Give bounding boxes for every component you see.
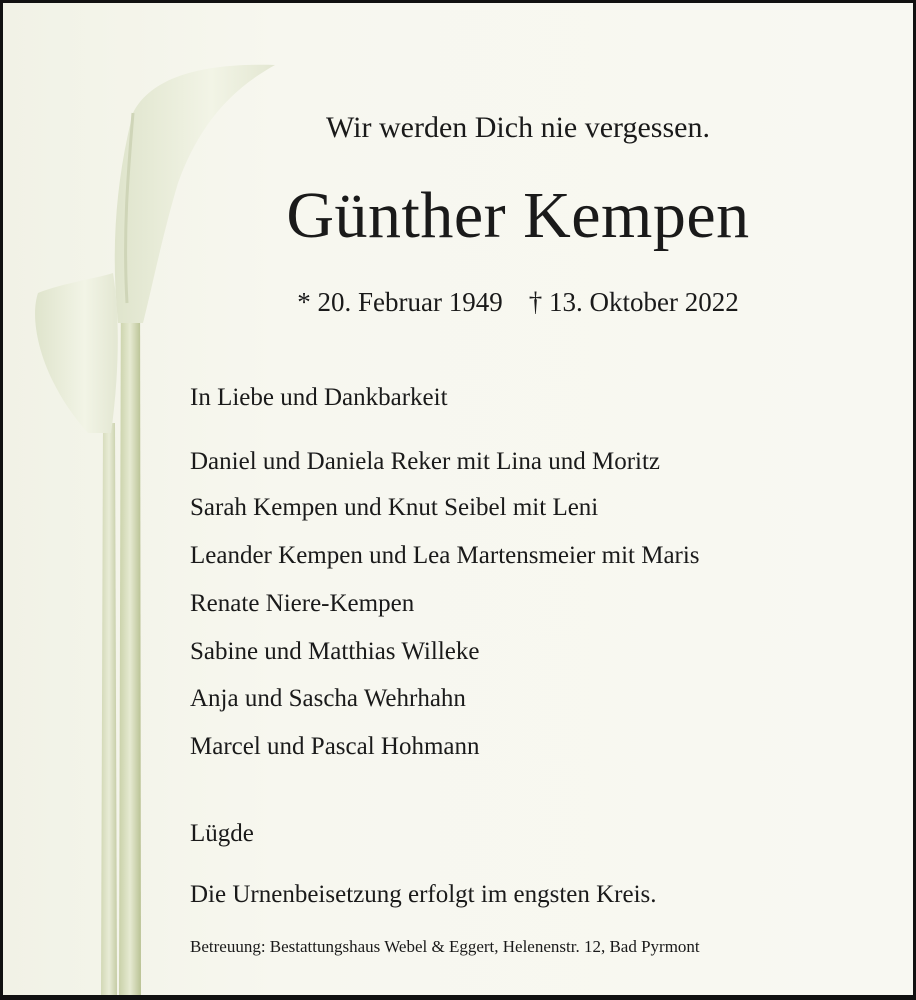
death-date: † 13. Oktober 2022 bbox=[528, 287, 739, 317]
mourner-line: Renate Niere-Kempen bbox=[190, 590, 415, 617]
mourner-line: Leander Kempen und Lea Martensmeier mit Maris bbox=[190, 542, 700, 569]
obituary-card bbox=[3, 3, 913, 995]
mourner-line: Sabine und Matthias Willeke bbox=[190, 638, 480, 665]
burial-note: Die Urnenbeisetzung erfolgt im engsten Kreis. bbox=[190, 881, 657, 908]
mourner-line: Sarah Kempen und Knut Seibel mit Leni bbox=[190, 494, 599, 521]
funeral-home-footer: Betreuung: Bestattungshaus Webel & Eggert, Helenenstr. 12, Bad Pyrmont bbox=[190, 937, 700, 956]
mourner-line: Daniel und Daniela Reker mit Lina und Moritz bbox=[190, 448, 661, 475]
mourner-line: Anja und Sascha Wehrhahn bbox=[190, 685, 466, 712]
place: Lügde bbox=[190, 820, 254, 847]
life-dates bbox=[3, 289, 913, 316]
deceased-name: Günther Kempen bbox=[286, 179, 750, 252]
intro-text: In Liebe und Dankbarkeit bbox=[190, 384, 448, 411]
mourner-line: Marcel und Pascal Hohmann bbox=[190, 733, 480, 760]
tagline: Wir werden Dich nie vergessen. bbox=[326, 111, 710, 144]
birth-date: * 20. Februar 1949 bbox=[297, 287, 503, 317]
